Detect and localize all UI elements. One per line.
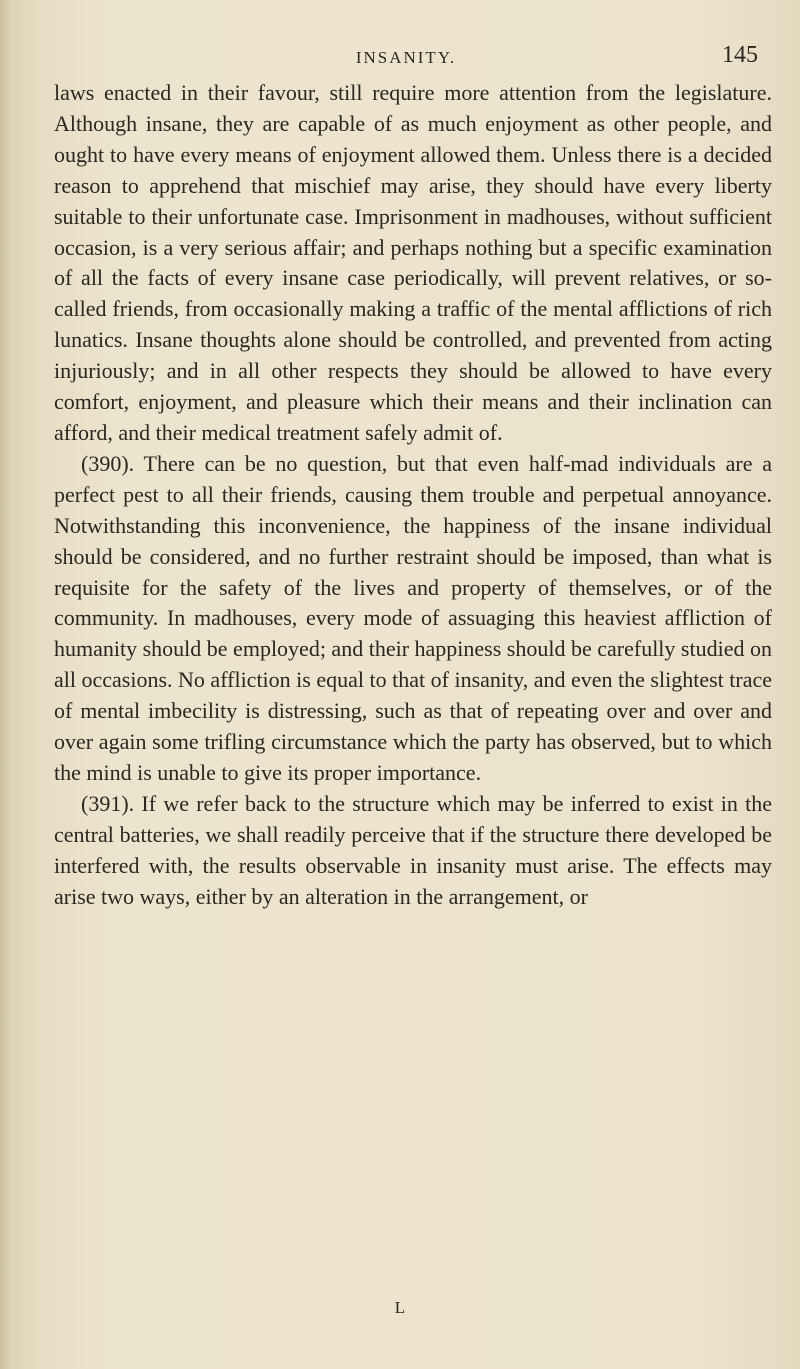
- body-text: [54, 78, 772, 912]
- page-binding-edge: [0, 0, 14, 1369]
- running-title: INSANITY.: [355, 48, 457, 67]
- running-head: [54, 42, 758, 80]
- page-number: 145: [722, 42, 758, 68]
- paragraph-391: (391). If we refer back to the structure which may be inferred to exist in the central batteries, we shall readily perceive that if the structure there developed be interfered with, the results observable in insanity must arise. The effects may arise two ways, either by an alteration in the arrangement, or: [54, 790, 772, 909]
- signature-mark: L: [394, 1298, 406, 1317]
- paragraph-390: (390). There can be no question, but that even half-mad individuals are a perfect pest to all their friends, causing them trouble and perpetual annoyance. Notwithstanding this inconvenience, the happiness of the insane individual should be considered, and no further restraint should be imposed, than what is requisite for the safety of the lives and property of themselves, or of the community. In madhouses, every mode of assuaging this heaviest affliction of humanity should be employed; and their happiness should be carefully studied on all occasions. No affliction is equal to that of insanity, and even the slightest trace of mental imbecility is distressing, such as that of repeating over and over and over again some trifling circumstance which the party has observed, but to which the mind is unable to give its proper importance.: [54, 450, 772, 785]
- paragraph-continued: laws enacted in their favour, still require more attention from the legislature. Although insane, they are capable of as much enjoyment as other people, and ought to have every means of enjoyment allowed them. Unless there is a decided reason to apprehend that mischief may arise, they should have every liberty suitable to their unfortunate case. Imprisonment in madhouses, without sufficient occasion, is a very serious affair; and perhaps nothing but a specific examination of all the facts of every insane case periodically, will prevent relatives, or so-called friends, from occasionally making a traffic of the mental afflictions of rich lunatics. Insane thoughts alone should be controlled, and prevented from acting injuriously; and in all other respects they should be allowed to have every comfort, enjoyment, and pleasure which their means and their inclination can afford, and their medical treatment safely admit of.: [54, 80, 772, 445]
